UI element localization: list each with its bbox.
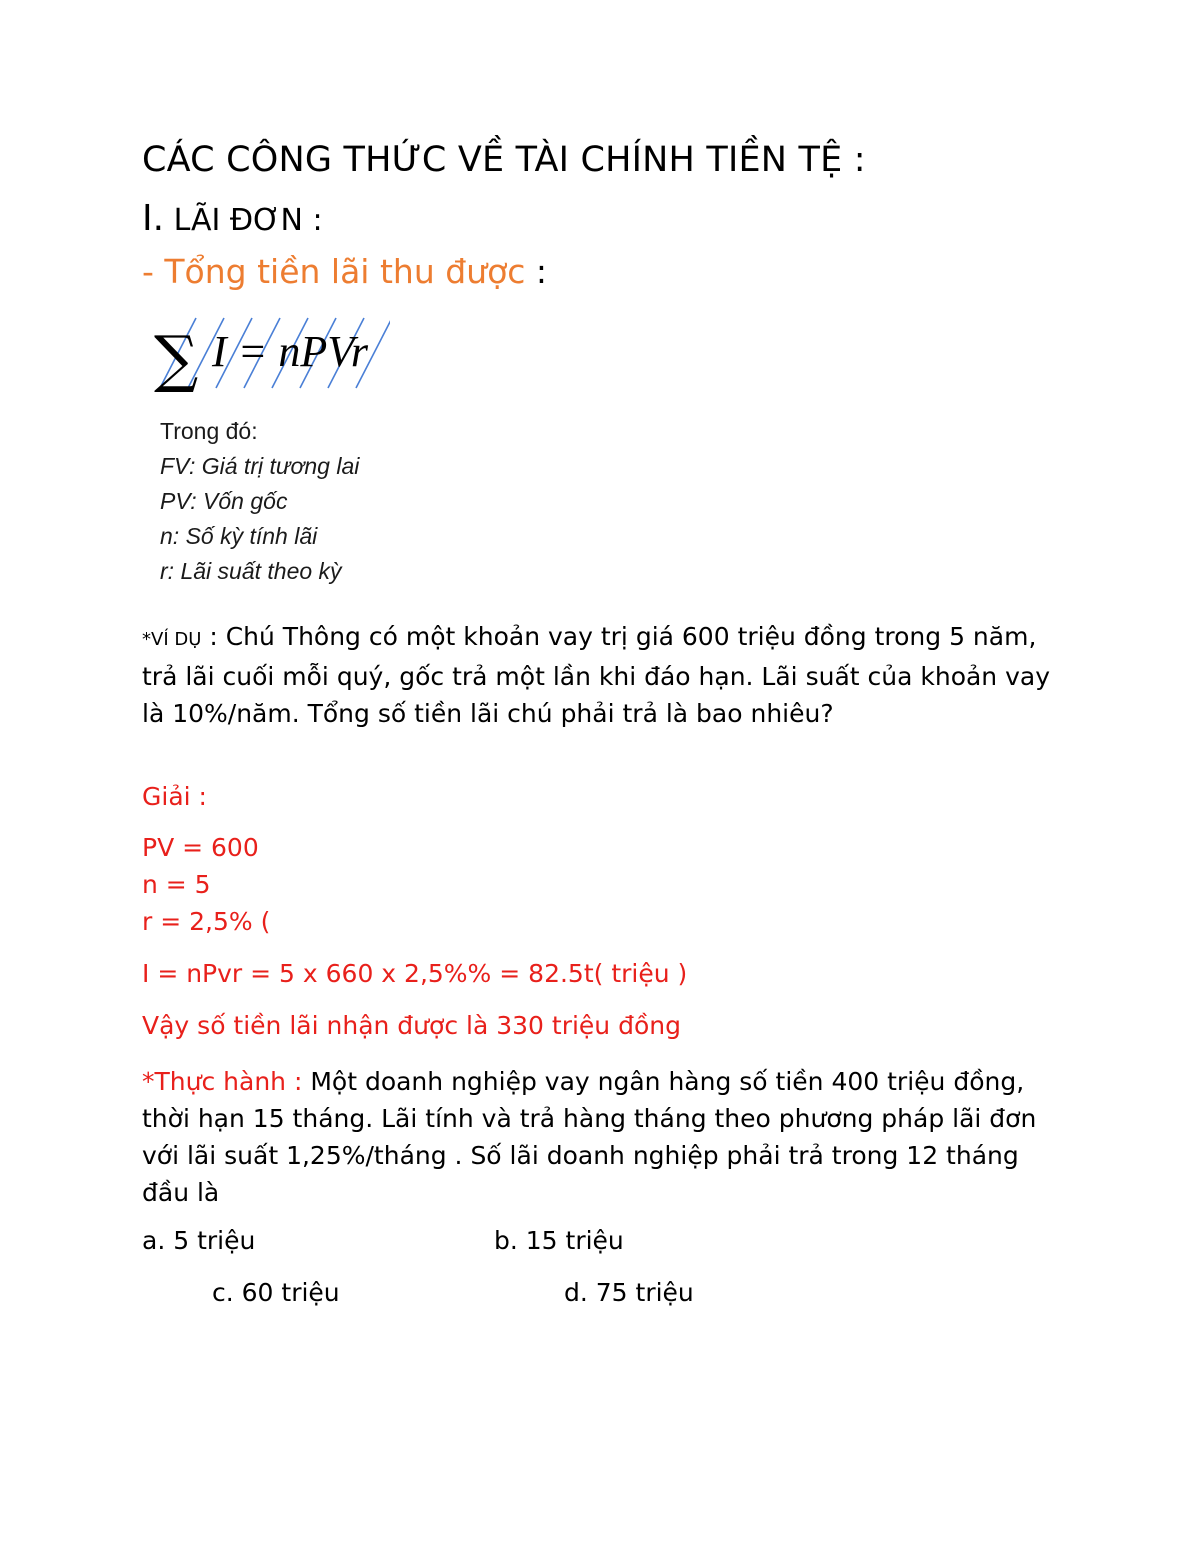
practice-paragraph: [142, 1063, 1062, 1211]
legend-heading: Trong đó:: [160, 418, 258, 444]
formula-image: [150, 312, 390, 394]
formula-sigma: ∑: [154, 322, 199, 394]
solution-conclusion: Vậy số tiền lãi nhận được là 330 triệu đồng: [142, 1011, 681, 1040]
solution-line-n: n = 5: [142, 870, 211, 899]
option-c: c. 60 triệu: [212, 1278, 340, 1307]
solution-line-pv: PV = 600: [142, 833, 259, 862]
solution-calc: I = nPvr = 5 x 660 x 2,5%% = 82.5t( triệu ): [142, 959, 688, 988]
option-b: b. 15 triệu: [494, 1226, 624, 1255]
subheading-colon: :: [525, 252, 548, 291]
example-label: *VÍ DỤ: [142, 629, 202, 650]
solution-heading: Giải :: [142, 782, 207, 811]
example-text: : Chú Thông có một khoản vay trị giá 600 triệu đồng trong 5 năm, trả lãi cuối mỗi quý, gốc trả một lần khi đáo hạn. Lãi suất của khoản vay là 10%/năm. Tổng số tiền lãi chú phải trả là bao nhiêu?: [142, 622, 1051, 728]
option-d: d. 75 triệu: [564, 1278, 694, 1307]
legend-item-pv: PV: Vốn gốc: [160, 488, 288, 514]
document-title: CÁC CÔNG THỨC VỀ TÀI CHÍNH TIỀN TỆ :: [142, 140, 866, 180]
option-a: a. 5 triệu: [142, 1226, 256, 1255]
legend-item-r: r: Lãi suất theo kỳ: [160, 558, 342, 584]
subheading-text: - Tổng tiền lãi thu được: [142, 252, 526, 291]
section-label: LÃI ĐƠN :: [164, 203, 323, 238]
solution-line-r: r = 2,5% (: [142, 907, 271, 936]
subheading: [142, 252, 547, 291]
practice-label: *Thực hành :: [142, 1067, 303, 1096]
legend-item-fv: FV: Giá trị tương lai: [160, 453, 360, 479]
example-paragraph: [142, 618, 1062, 732]
section-number: I.: [142, 198, 165, 239]
legend-item-n: n: Số kỳ tính lãi: [160, 523, 318, 549]
practice-text: Một doanh nghiệp vay ngân hàng số tiền 400 triệu đồng, thời hạn 15 tháng. Lãi tính và trả hàng tháng theo phương pháp lãi đơn với lãi suất 1,25%/tháng . Số lãi doanh nghiệp phải trả trong 12 tháng đầu là: [142, 1067, 1037, 1207]
formula-expression: I = nPVr: [212, 327, 368, 376]
section-heading: [142, 198, 323, 239]
